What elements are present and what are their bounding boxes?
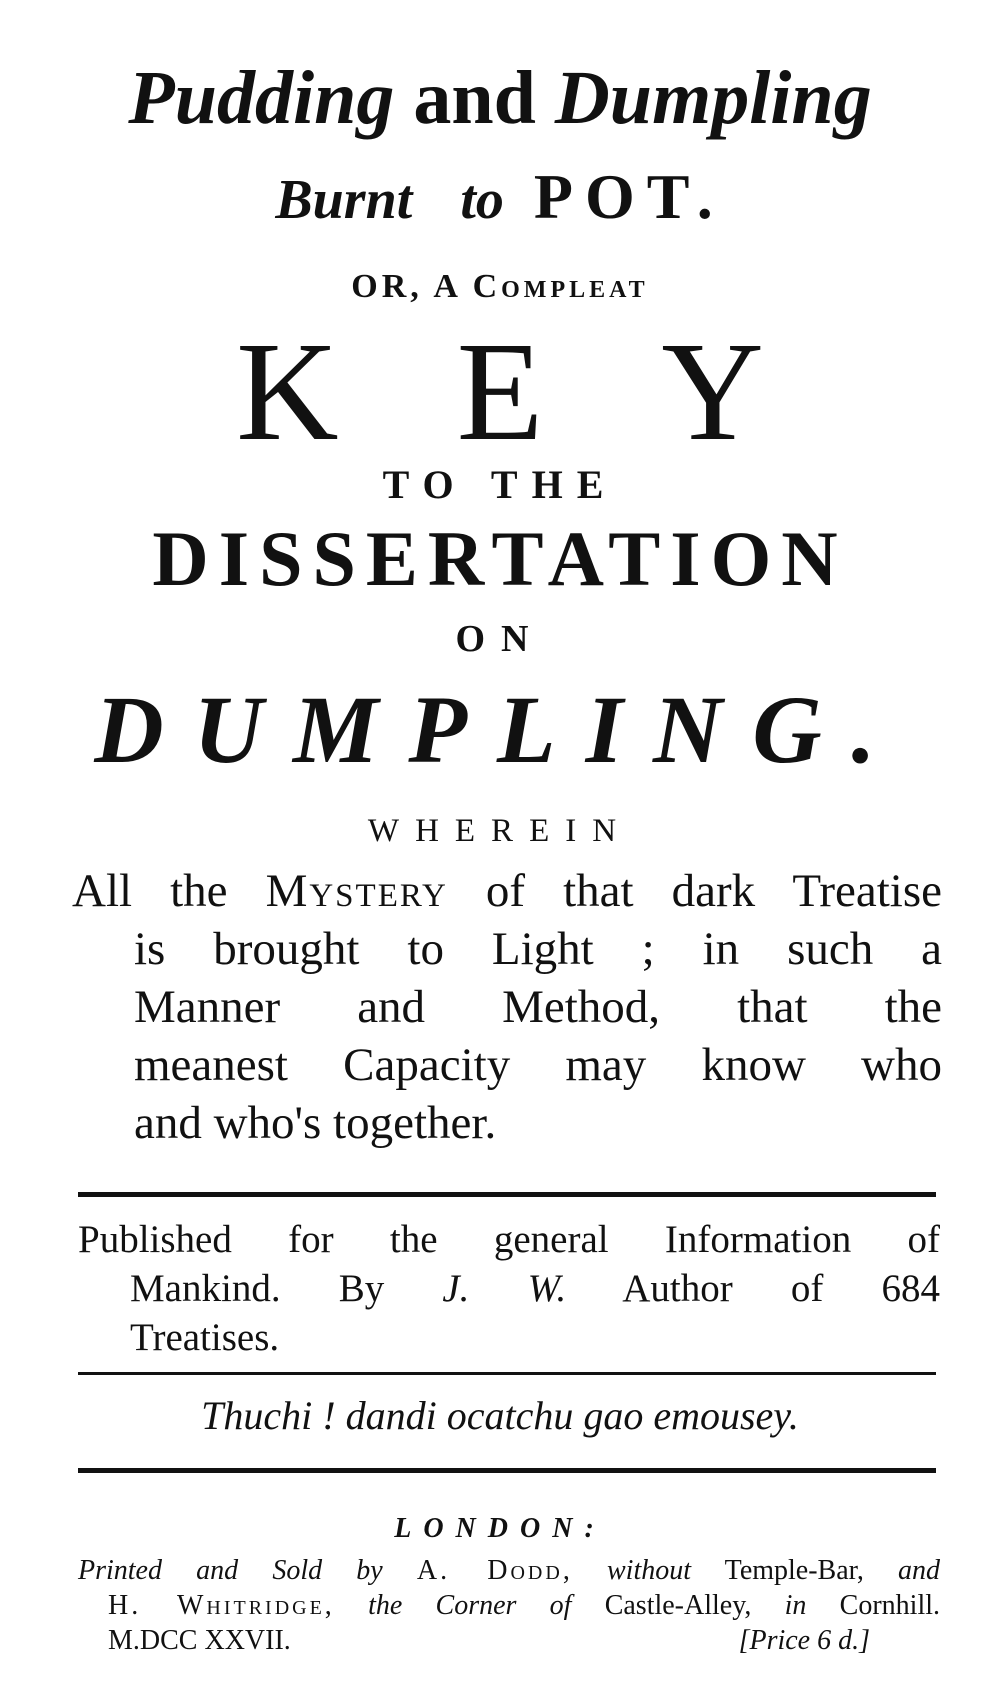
description-text: of that dark Treatise [485, 865, 943, 917]
divider-rule [78, 1192, 936, 1197]
title-line-1 [0, 56, 1000, 140]
description-line-4: meanest Capacity may know who [134, 1039, 942, 1091]
publication-line-1: Published for the general Information of [78, 1218, 940, 1261]
seller-name: H. Whitridge, [108, 1590, 335, 1621]
imprint-text: Temple-Bar, [724, 1555, 864, 1586]
description-line-2: is brought to Light ; in such a [134, 923, 942, 975]
imprint-text: without [607, 1555, 692, 1586]
publication-paragraph [78, 1215, 940, 1362]
description-text: All the [72, 865, 228, 917]
imprint-block [78, 1553, 940, 1658]
title-word-pudding: Pudding [128, 56, 395, 140]
publication-text: Mankind. By [130, 1267, 385, 1310]
imprint-text: Cornhill. [839, 1590, 941, 1621]
on-line: ON [455, 618, 545, 660]
to-the-line: TO THE [382, 462, 618, 507]
imprint-text: and [898, 1555, 941, 1586]
dissertation-heading: DISSERTATION [152, 515, 848, 602]
imprint-line-3 [78, 1623, 940, 1658]
imprint-text: Castle-Alley, [604, 1590, 752, 1621]
publication-line-2 [78, 1264, 940, 1313]
publication-line-3: Treatises. [130, 1316, 280, 1359]
divider-rule [78, 1468, 936, 1473]
key-heading: KEY [236, 312, 882, 470]
imprint-line-1 [78, 1553, 940, 1588]
imprint-text: Sold by [272, 1555, 383, 1586]
title-word-and: and [413, 56, 536, 140]
price-note: [Price 6 d.] [738, 1625, 870, 1656]
imprint-text: and [196, 1555, 239, 1586]
divider-rule [78, 1372, 936, 1375]
printer-name: A. Dodd, [416, 1555, 573, 1586]
wherein-line: WHEREIN [367, 813, 633, 849]
imprint-text: in [784, 1590, 807, 1621]
title-line-2 [0, 161, 1000, 232]
description-line-1 [72, 862, 942, 920]
description-line-5: and who's together. [134, 1097, 497, 1149]
author-initials: J. W. [442, 1267, 567, 1310]
title-word-pot: POT. [533, 161, 725, 232]
imprint-line-2 [78, 1588, 940, 1623]
or-a-compleat-line: OR, A Compleat [351, 268, 649, 305]
description-line-3: Manner and Method, that the [134, 981, 942, 1033]
imprint-text: Printed [78, 1555, 162, 1586]
title-word-to: to [460, 169, 504, 231]
imprint-text: the Corner of [368, 1590, 572, 1621]
london-line: LONDON: [394, 1513, 606, 1544]
dumpling-heading: DUMPLING. [94, 676, 906, 783]
publication-text: Author of 684 [622, 1267, 940, 1310]
title-word-burnt: Burnt [275, 169, 413, 231]
motto-line: Thuchi ! dandi ocatchu gao emousey. [201, 1393, 799, 1438]
title-word-dumpling: Dumpling [554, 56, 872, 140]
mystery-word: Mystery [265, 865, 448, 917]
publication-year: M.DCC XXVII. [108, 1625, 291, 1656]
description-paragraph [72, 862, 942, 1152]
